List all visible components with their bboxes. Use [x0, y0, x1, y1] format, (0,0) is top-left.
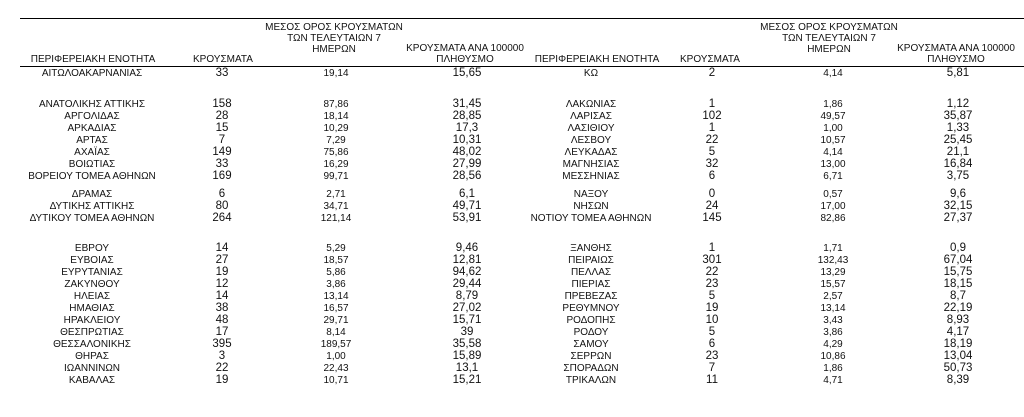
- avg7-cell: 4,14: [823, 68, 843, 79]
- table-row: [0, 67, 1024, 80]
- cases-cell: 27: [215, 254, 229, 266]
- region-cell: ΑΧΑΪΑΣ: [74, 147, 110, 158]
- cases-cell: 301: [702, 254, 722, 266]
- header-region-left: ΠΕΡΙΦΕΡΕΙΑΚΗ ΕΝΟΤΗΤΑ: [30, 54, 156, 65]
- cases-cell: 2: [708, 67, 716, 79]
- region-cell: ΣΕΡΡΩΝ: [570, 351, 612, 362]
- region-cell: ΑΙΤΩΛΟΑΚΑΡΝΑΝΙΑΣ: [41, 68, 143, 79]
- cases-cell: 264: [212, 212, 232, 224]
- avg7-cell: 1,71: [823, 243, 843, 254]
- cases-cell: 19: [215, 374, 229, 386]
- per100k-cell: 15,65: [452, 67, 482, 79]
- cases-cell: 32: [705, 158, 719, 170]
- region-cell: ΛΕΥΚΑΔΑΣ: [564, 147, 618, 158]
- region-cell: ΠΕΙΡΑΙΩΣ: [568, 255, 614, 266]
- region-cell: ΒΟΙΩΤΙΑΣ: [68, 159, 116, 170]
- per100k-cell: 6,1: [459, 188, 475, 200]
- avg7-cell: 13,14: [820, 303, 846, 314]
- avg7-cell: 17,00: [820, 201, 846, 212]
- cases-cell: 11: [706, 374, 718, 386]
- avg7-cell: 2,57: [823, 291, 843, 302]
- region-cell: ΔΡΑΜΑΣ: [71, 189, 113, 200]
- region-cell: ΝΑΞΟΥ: [573, 189, 609, 200]
- cases-cell: 6: [218, 188, 226, 200]
- avg7-cell: 4,14: [823, 147, 843, 158]
- cases-cell: 7: [708, 362, 716, 374]
- per100k-cell: 50,73: [943, 362, 973, 374]
- per100k-cell: 27,99: [452, 158, 482, 170]
- per100k-cell: 32,15: [943, 200, 973, 212]
- cases-cell: 0: [708, 188, 716, 200]
- region-cell: ΗΜΑΘΙΑΣ: [69, 303, 115, 314]
- avg7-cell: 121,14: [320, 213, 352, 224]
- cases-cell: 1: [708, 98, 716, 110]
- region-cell: ΒΟΡΕΙΟΥ ΤΟΜΕΑ ΑΘΗΝΩΝ: [28, 171, 156, 182]
- cases-cell: 1: [708, 242, 716, 254]
- per100k-cell: 12,81: [452, 254, 482, 266]
- region-cell: ΑΡΚΑΔΙΑΣ: [67, 123, 117, 134]
- cases-cell: 38: [215, 302, 229, 314]
- cases-cell: 24: [705, 200, 719, 212]
- avg7-cell: 3,86: [326, 279, 346, 290]
- region-cell: ΣΑΜΟΥ: [573, 339, 609, 350]
- cases-cell: 17: [215, 326, 229, 338]
- per100k-cell: 15,21: [452, 374, 482, 386]
- avg7-cell: 6,71: [823, 171, 843, 182]
- per100k-cell: 4,17: [946, 326, 970, 338]
- cases-cell: 6: [708, 338, 716, 350]
- per100k-cell: 9,46: [455, 242, 479, 254]
- cases-cell: 15: [215, 122, 229, 134]
- avg7-cell: 75,86: [323, 147, 349, 158]
- per100k-cell: 10,31: [452, 134, 482, 146]
- region-cell: ΞΑΝΘΗΣ: [570, 243, 612, 254]
- header-per100k-right: ΚΡΟΥΣΜΑΤΑ ΑΝΑ 100000 ΠΛΗΘΥΣΜΟ: [897, 43, 1015, 65]
- per100k-cell: 48,02: [452, 146, 482, 158]
- header-avg7-left: ΜΕΣΟΣ ΟΡΟΣ ΚΡΟΥΣΜΑΤΩΝ ΤΩΝ ΤΕΛΕΥΤΑΙΩΝ 7 ΗΜΕΡΩΝ: [265, 22, 403, 55]
- region-cell: ΘΕΣΠΡΩΤΙΑΣ: [60, 327, 124, 338]
- per100k-cell: 49,71: [452, 200, 482, 212]
- top-rule: [20, 18, 1024, 19]
- avg7-cell: 4,71: [823, 375, 843, 386]
- avg7-cell: 2,71: [326, 189, 346, 200]
- avg7-cell: 16,57: [323, 303, 349, 314]
- region-cell: ΛΑΚΩΝΙΑΣ: [565, 99, 617, 110]
- avg7-cell: 13,29: [820, 267, 846, 278]
- per100k-cell: 35,87: [943, 110, 973, 122]
- cases-cell: 80: [215, 200, 229, 212]
- per100k-cell: 5,81: [946, 67, 970, 79]
- region-cell: ΠΙΕΡΙΑΣ: [571, 279, 611, 290]
- region-cell: ΑΡΓΟΛΙΔΑΣ: [64, 111, 120, 122]
- region-cell: ΝΗΣΩΝ: [573, 201, 609, 212]
- avg7-cell: 8,14: [326, 327, 346, 338]
- avg7-cell: 18,14: [323, 111, 349, 122]
- cases-cell: 19: [215, 266, 229, 278]
- per100k-cell: 27,02: [452, 302, 482, 314]
- cases-cell: 33: [215, 158, 229, 170]
- per100k-cell: 18,19: [943, 338, 973, 350]
- avg7-cell: 13,00: [820, 159, 846, 170]
- region-cell: ΚΑΒΑΛΑΣ: [68, 375, 116, 386]
- avg7-cell: 3,86: [823, 327, 843, 338]
- header-per100k-left: ΚΡΟΥΣΜΑΤΑ ΑΝΑ 100000 ΠΛΗΘΥΣΜΟ: [406, 43, 524, 65]
- header-cases-right: ΚΡΟΥΣΜΑΤΑ: [680, 54, 740, 65]
- per100k-cell: 13,1: [455, 362, 479, 374]
- cases-cell: 395: [212, 338, 232, 350]
- avg7-cell: 49,57: [820, 111, 846, 122]
- cases-cell: 102: [702, 110, 722, 122]
- per100k-cell: 1,12: [946, 98, 970, 110]
- per100k-cell: 27,37: [943, 212, 973, 224]
- region-cell: ΙΩΑΝΝΙΝΩΝ: [63, 363, 121, 374]
- avg7-cell: 10,71: [323, 375, 349, 386]
- avg7-cell: 1,00: [823, 123, 843, 134]
- avg7-cell: 87,86: [323, 99, 349, 110]
- per100k-cell: 8,7: [950, 290, 966, 302]
- per100k-cell: 29,44: [452, 278, 482, 290]
- per100k-cell: 18,15: [943, 278, 973, 290]
- region-cell: ΔΥΤΙΚΟΥ ΤΟΜΕΑ ΑΘΗΝΩΝ: [29, 213, 155, 224]
- cases-cell: 158: [212, 98, 232, 110]
- cases-cell: 145: [702, 212, 722, 224]
- per100k-cell: 8,93: [946, 314, 970, 326]
- cases-cell: 14: [215, 242, 229, 254]
- region-cell: ΛΑΣΙΘΙΟΥ: [567, 123, 615, 134]
- avg7-cell: 3,43: [823, 315, 843, 326]
- avg7-cell: 1,86: [823, 363, 843, 374]
- cases-cell: 12: [215, 278, 229, 290]
- per100k-cell: 1,33: [946, 122, 970, 134]
- per100k-cell: 53,91: [452, 212, 482, 224]
- avg7-cell: 15,57: [820, 279, 846, 290]
- region-cell: ΗΛΕΙΑΣ: [73, 291, 111, 302]
- region-cell: ΛΕΣΒΟΥ: [570, 135, 612, 146]
- per100k-cell: 17,3: [455, 122, 479, 134]
- cases-cell: 3: [218, 350, 226, 362]
- cases-cell: 28: [215, 110, 229, 122]
- avg7-cell: 18,57: [323, 255, 349, 266]
- per100k-cell: 9,6: [950, 188, 966, 200]
- avg7-cell: 5,86: [326, 267, 346, 278]
- avg7-cell: 5,29: [326, 243, 346, 254]
- cases-cell: 1: [708, 122, 716, 134]
- header-region-right: ΠΕΡΙΦΕΡΕΙΑΚΗ ΕΝΟΤΗΤΑ: [534, 54, 660, 65]
- table-row: [0, 212, 1024, 225]
- region-cell: ΣΠΟΡΑΔΩΝ: [563, 363, 619, 374]
- avg7-cell: 1,86: [823, 99, 843, 110]
- region-cell: ΚΩ: [583, 68, 599, 79]
- avg7-cell: 10,86: [820, 351, 846, 362]
- cases-cell: 10: [705, 314, 719, 326]
- region-cell: ΔΥΤΙΚΗΣ ΑΤΤΙΚΗΣ: [49, 201, 135, 212]
- avg7-cell: 99,71: [323, 171, 349, 182]
- per100k-cell: 8,79: [455, 290, 479, 302]
- table-row: [0, 170, 1024, 183]
- region-cell: ΜΑΓΝΗΣΙΑΣ: [562, 159, 620, 170]
- cases-cell: 33: [215, 67, 229, 79]
- avg7-cell: 22,43: [323, 363, 349, 374]
- avg7-cell: 4,29: [823, 339, 843, 350]
- region-cell: ΤΡΙΚΑΛΩΝ: [565, 375, 617, 386]
- cases-cell: 149: [212, 146, 232, 158]
- region-cell: ΑΡΤΑΣ: [76, 135, 108, 146]
- cases-cell: 23: [705, 278, 719, 290]
- cases-cell: 48: [215, 314, 229, 326]
- per100k-cell: 21,1: [946, 146, 970, 158]
- region-cell: ΠΡΕΒΕΖΑΣ: [564, 291, 618, 302]
- per100k-cell: 15,71: [452, 314, 482, 326]
- cases-cell: 14: [215, 290, 229, 302]
- avg7-cell: 1,00: [326, 351, 346, 362]
- region-cell: ΑΝΑΤΟΛΙΚΗΣ ΑΤΤΙΚΗΣ: [38, 99, 146, 110]
- cases-cell: 23: [705, 350, 719, 362]
- avg7-cell: 10,57: [820, 135, 846, 146]
- per100k-cell: 25,45: [943, 134, 973, 146]
- region-cell: ΖΑΚΥΝΘΟΥ: [64, 279, 120, 290]
- region-cell: ΘΗΡΑΣ: [75, 351, 109, 362]
- region-cell: ΕΥΒΟΙΑΣ: [70, 255, 114, 266]
- header-cases-left: ΚΡΟΥΣΜΑΤΑ: [193, 54, 253, 65]
- cases-cell: 169: [212, 170, 232, 182]
- table-row: [0, 374, 1024, 387]
- cases-cell: 5: [708, 326, 716, 338]
- region-cell: ΡΟΔΟΥ: [573, 327, 609, 338]
- region-cell: ΕΒΡΟΥ: [74, 243, 110, 254]
- per100k-cell: 0,9: [950, 242, 966, 254]
- cases-cell: 6: [708, 170, 716, 182]
- avg7-cell: 189,57: [320, 339, 352, 350]
- region-cell: ΡΟΔΟΠΗΣ: [566, 315, 616, 326]
- region-cell: ΗΡΑΚΛΕΙΟΥ: [63, 315, 121, 326]
- avg7-cell: 82,86: [820, 213, 846, 224]
- cases-cell: 22: [705, 266, 719, 278]
- region-cell: ΡΕΘΥΜΝΟΥ: [562, 303, 620, 314]
- avg7-cell: 0,57: [823, 189, 843, 200]
- avg7-cell: 34,71: [323, 201, 349, 212]
- avg7-cell: 29,71: [323, 315, 349, 326]
- per100k-cell: 35,58: [452, 338, 482, 350]
- avg7-cell: 132,43: [817, 255, 849, 266]
- per100k-cell: 39: [460, 326, 474, 338]
- per100k-cell: 94,62: [452, 266, 482, 278]
- per100k-cell: 3,75: [946, 170, 970, 182]
- region-cell: ΝΟΤΙΟΥ ΤΟΜΕΑ ΑΘΗΝΩΝ: [530, 213, 652, 224]
- cases-cell: 5: [708, 290, 716, 302]
- avg7-cell: 13,14: [323, 291, 349, 302]
- per100k-cell: 31,45: [452, 98, 482, 110]
- avg7-cell: 7,29: [326, 135, 346, 146]
- per100k-cell: 13,04: [943, 350, 973, 362]
- cases-cell: 22: [705, 134, 719, 146]
- region-cell: ΛΑΡΙΣΑΣ: [570, 111, 612, 122]
- per100k-cell: 28,56: [452, 170, 482, 182]
- cases-cell: 7: [218, 134, 226, 146]
- per100k-cell: 28,85: [452, 110, 482, 122]
- avg7-cell: 10,29: [323, 123, 349, 134]
- region-cell: ΠΕΛΛΑΣ: [570, 267, 612, 278]
- region-cell: ΕΥΡΥΤΑΝΙΑΣ: [61, 267, 123, 278]
- cases-cell: 22: [215, 362, 229, 374]
- per100k-cell: 15,89: [452, 350, 482, 362]
- per100k-cell: 67,04: [943, 254, 973, 266]
- per100k-cell: 22,19: [943, 302, 973, 314]
- region-cell: ΜΕΣΣΗΝΙΑΣ: [562, 171, 620, 182]
- header-avg7-right: ΜΕΣΟΣ ΟΡΟΣ ΚΡΟΥΣΜΑΤΩΝ ΤΩΝ ΤΕΛΕΥΤΑΙΩΝ 7 ΗΜΕΡΩΝ: [760, 22, 898, 55]
- per100k-cell: 15,75: [943, 266, 973, 278]
- cases-cell: 5: [708, 146, 716, 158]
- avg7-cell: 19,14: [323, 68, 349, 79]
- cases-cell: 19: [705, 302, 719, 314]
- per100k-cell: 8,39: [946, 374, 970, 386]
- per100k-cell: 16,84: [943, 158, 973, 170]
- region-cell: ΘΕΣΣΑΛΟΝΙΚΗΣ: [53, 339, 131, 350]
- avg7-cell: 16,29: [323, 159, 349, 170]
